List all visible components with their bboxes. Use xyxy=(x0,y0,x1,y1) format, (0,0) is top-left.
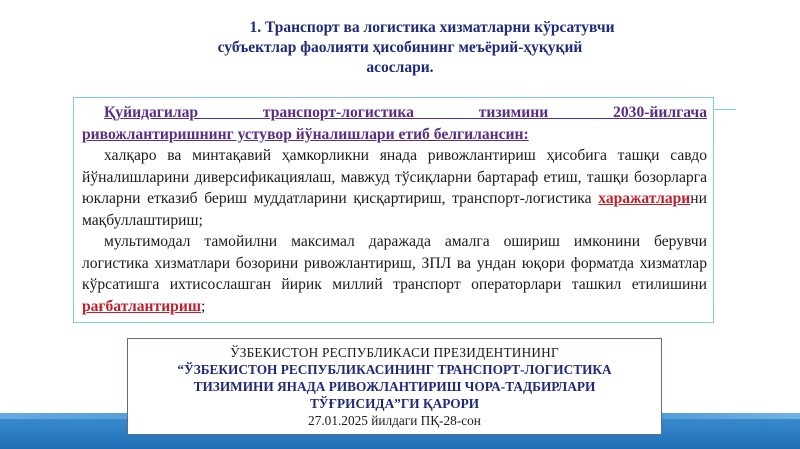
decree-title-line-3: ТЎҒРИСИДА”ГИ ҚАРОРИ xyxy=(309,396,480,411)
slide-title xyxy=(150,18,650,78)
priorities-heading-line-1: Қуйидагилар транспорт-логистика тизимини 2030-йилгача xyxy=(104,104,707,121)
decree-reference-box xyxy=(127,338,662,435)
title-line-3: асослари. xyxy=(366,59,434,76)
highlight-stimulation: рағбатлантириш xyxy=(82,297,202,315)
decree-date-number: 27.01.2025 йилдаги ПҚ-28-сон xyxy=(308,413,481,428)
paragraph-2-tail: ; xyxy=(201,297,206,315)
decree-issuer: ЎЗБЕКИСТОН РЕСПУБЛИКАСИ ПРЕЗИДЕНТИНИНГ xyxy=(230,345,559,360)
paragraph-1-text: халқаро ва минтақавий ҳамкорликни янада ривожлантириш ҳисобига ташқи савдо йўналишларини диверсификациялаш, мавжуд тўсиқларни бартараф етиш, ташқи бозорларга юкларни етказиб бериш муддатларини қисқартириш, транспорт-логистика xyxy=(82,147,707,207)
paragraph-2-text: мультимодал тамойилни максимал даражада амалга ошириш имконини берувчи логистика хизматлари бозорини ривожлантириш, ЗПЛ ва ундан юқори форматда хизматлар кўрсатишга ихтисослашган йирик миллий транспорт операторлари ташкил етилишини xyxy=(82,233,707,293)
highlight-costs: харажатлари xyxy=(598,190,691,207)
paragraph-multimodal xyxy=(82,231,707,317)
paragraph-trade-routes xyxy=(82,145,707,231)
title-line-2: субъектлар фаолияти ҳисобининг меъёрий-ҳуқуқий xyxy=(217,39,583,56)
paragraph-1-tail: ни мақбуллаштириш; xyxy=(82,190,707,229)
content-box xyxy=(73,97,714,323)
accent-line xyxy=(712,109,736,110)
priorities-heading-line-2: ривожлантиришнинг устувор йўналишлари етиб белгилансин: xyxy=(82,125,529,143)
decree-title-line-2: ТИЗИМИНИ ЯНАДА РИВОЖЛАНТИРИШ ЧОРА-ТАДБИРЛАРИ xyxy=(193,379,596,394)
title-line-1: 1. Транспорт ва логистика хизматларни кўрсатувчи xyxy=(249,19,615,36)
decree-title-line-1: “ЎЗБЕКИСТОН РЕСПУБЛИКАСИНИНГ ТРАНСПОРТ-ЛОГИСТИКА xyxy=(177,362,612,377)
